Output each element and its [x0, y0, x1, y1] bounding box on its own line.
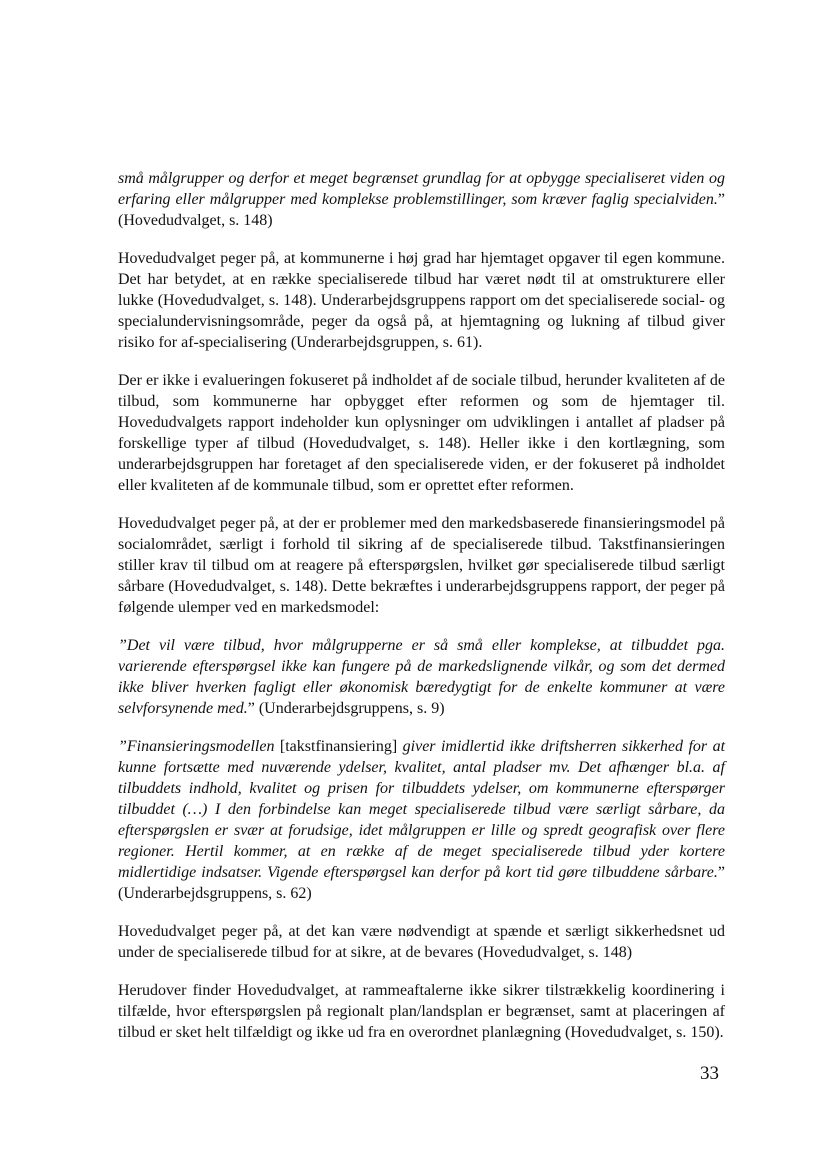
- quote-text: små målgrupper og derfor et meget begrænset grundlag for at opbygge specialiseret viden og erfaring eller målgrupper med komplekse problemstillinger, som kræver faglig specialviden.: [118, 170, 725, 208]
- paragraph-text: Der er ikke i evalueringen fokuseret på indholdet af de sociale tilbud, herunder kvaliteten af de tilbud, som kommunerne har opbygget efter reformen og som de hjemtager til. Hovedudvalgets rapport indeholder kun oplysninger om udviklingen i antallet af pladser på forskellige typer af tilbud (Hovedudvalget, s. 148). Heller ikke i den kortlægning, som underarbejdsgruppen har foretaget af den specialiserede viden, er der fokuseret på indholdet eller kvaliteten af de kommunale tilbud, som er oprettet efter reformen.: [118, 372, 725, 494]
- paragraph-text: Herudover finder Hovedudvalget, at rammeaftalerne ikke sikrer tilstrækkelig koordinering i tilfælde, hvor efterspørgslen på regionalt plan/landsplan er begrænset, samt at placeringen af tilbud er sket helt tilfældigt og ikke ud fra en overordnet planlægning (Hovedudvalget, s. 150).: [118, 982, 725, 1041]
- block-quote: [118, 736, 725, 904]
- citation: ” (Underarbejdsgruppens, s. 62): [118, 864, 725, 902]
- paragraph-quote-continuation: [118, 168, 725, 231]
- citation: ” (Hovedudvalget, s. 148): [118, 191, 725, 229]
- page-body: [118, 168, 725, 1060]
- paragraph: [118, 921, 725, 963]
- citation: ” (Underarbejdsgruppens, s. 9): [247, 700, 445, 717]
- paragraph: [118, 980, 725, 1043]
- quote-text: giver imidlertid ikke driftsherren sikkerhed for at kunne fortsætte med nuværende ydelser, kvalitet, antal pladser mv. Det afhænger bl.a. af tilbuddets indhold, kvalitet og prisen for tilbuddets ydelser, om kommunerne efterspørger tilbuddet (…) I den forbindelse kan meget specialiserede tilbud være særligt sårbare, da efterspørgslen er svær at forudsige, idet målgruppen er lille og spredt geografisk over flere regioner. Hertil kommer, at en række af de meget specialiserede tilbud yder kortere midlertidige indsatser. Vigende efterspørgsel kan derfor på kort tid gøre tilbuddene sårbare.: [118, 738, 726, 881]
- paragraph: [118, 513, 725, 618]
- quote-text: ”Det vil være tilbud, hvor målgrupperne er så små eller komplekse, at tilbuddet pga. varierende efterspørgsel ikke kan fungere på de markedslignende vilkår, og som det dermed ikke bliver hverken fagligt eller økonomisk bæredygtigt for de enkelte kommuner at være selvforsynende med.: [118, 637, 725, 717]
- page-number: 33: [700, 1063, 719, 1084]
- paragraph-text: Hovedudvalget peger på, at det kan være nødvendigt at spænde et særligt sikkerhedsnet ud under de specialiserede tilbud for at sikre, at de bevares (Hovedudvalget, s. 148): [118, 923, 725, 961]
- paragraph-text: Hovedudvalget peger på, at der er problemer med den markedsbaserede finansieringsmodel på socialområdet, særligt i forhold til sikring af de specialiserede tilbud. Takstfinansieringen stiller krav til tilbud om at reagere på efterspørgslen, hvilket gør specialiserede tilbud særligt sårbare (Hovedudvalget, s. 148). Dette bekræftes i underarbejdsgruppens rapport, der peger på følgende ulemper ved en markedsmodel:: [118, 515, 725, 616]
- paragraph-text: Hovedudvalget peger på, at kommunerne i høj grad har hjemtaget opgaver til egen kommune. Det har betydet, at en række specialiserede tilbud har været nødt til at omstrukturere eller lukke (Hovedudvalget, s. 148). Underarbejdsgruppens rapport om det specialiserede social- og specialundervisningsområde, peger da også på, at hjemtagning og lukning af tilbud giver risiko for af-specialisering (Underarbejdsgruppen, s. 61).: [118, 250, 725, 351]
- quote-text: ”Finansieringsmodellen: [118, 738, 280, 755]
- block-quote: [118, 635, 725, 719]
- paragraph: [118, 370, 725, 496]
- paragraph: [118, 248, 725, 353]
- editorial-insertion: [takstfinansiering]: [279, 738, 403, 755]
